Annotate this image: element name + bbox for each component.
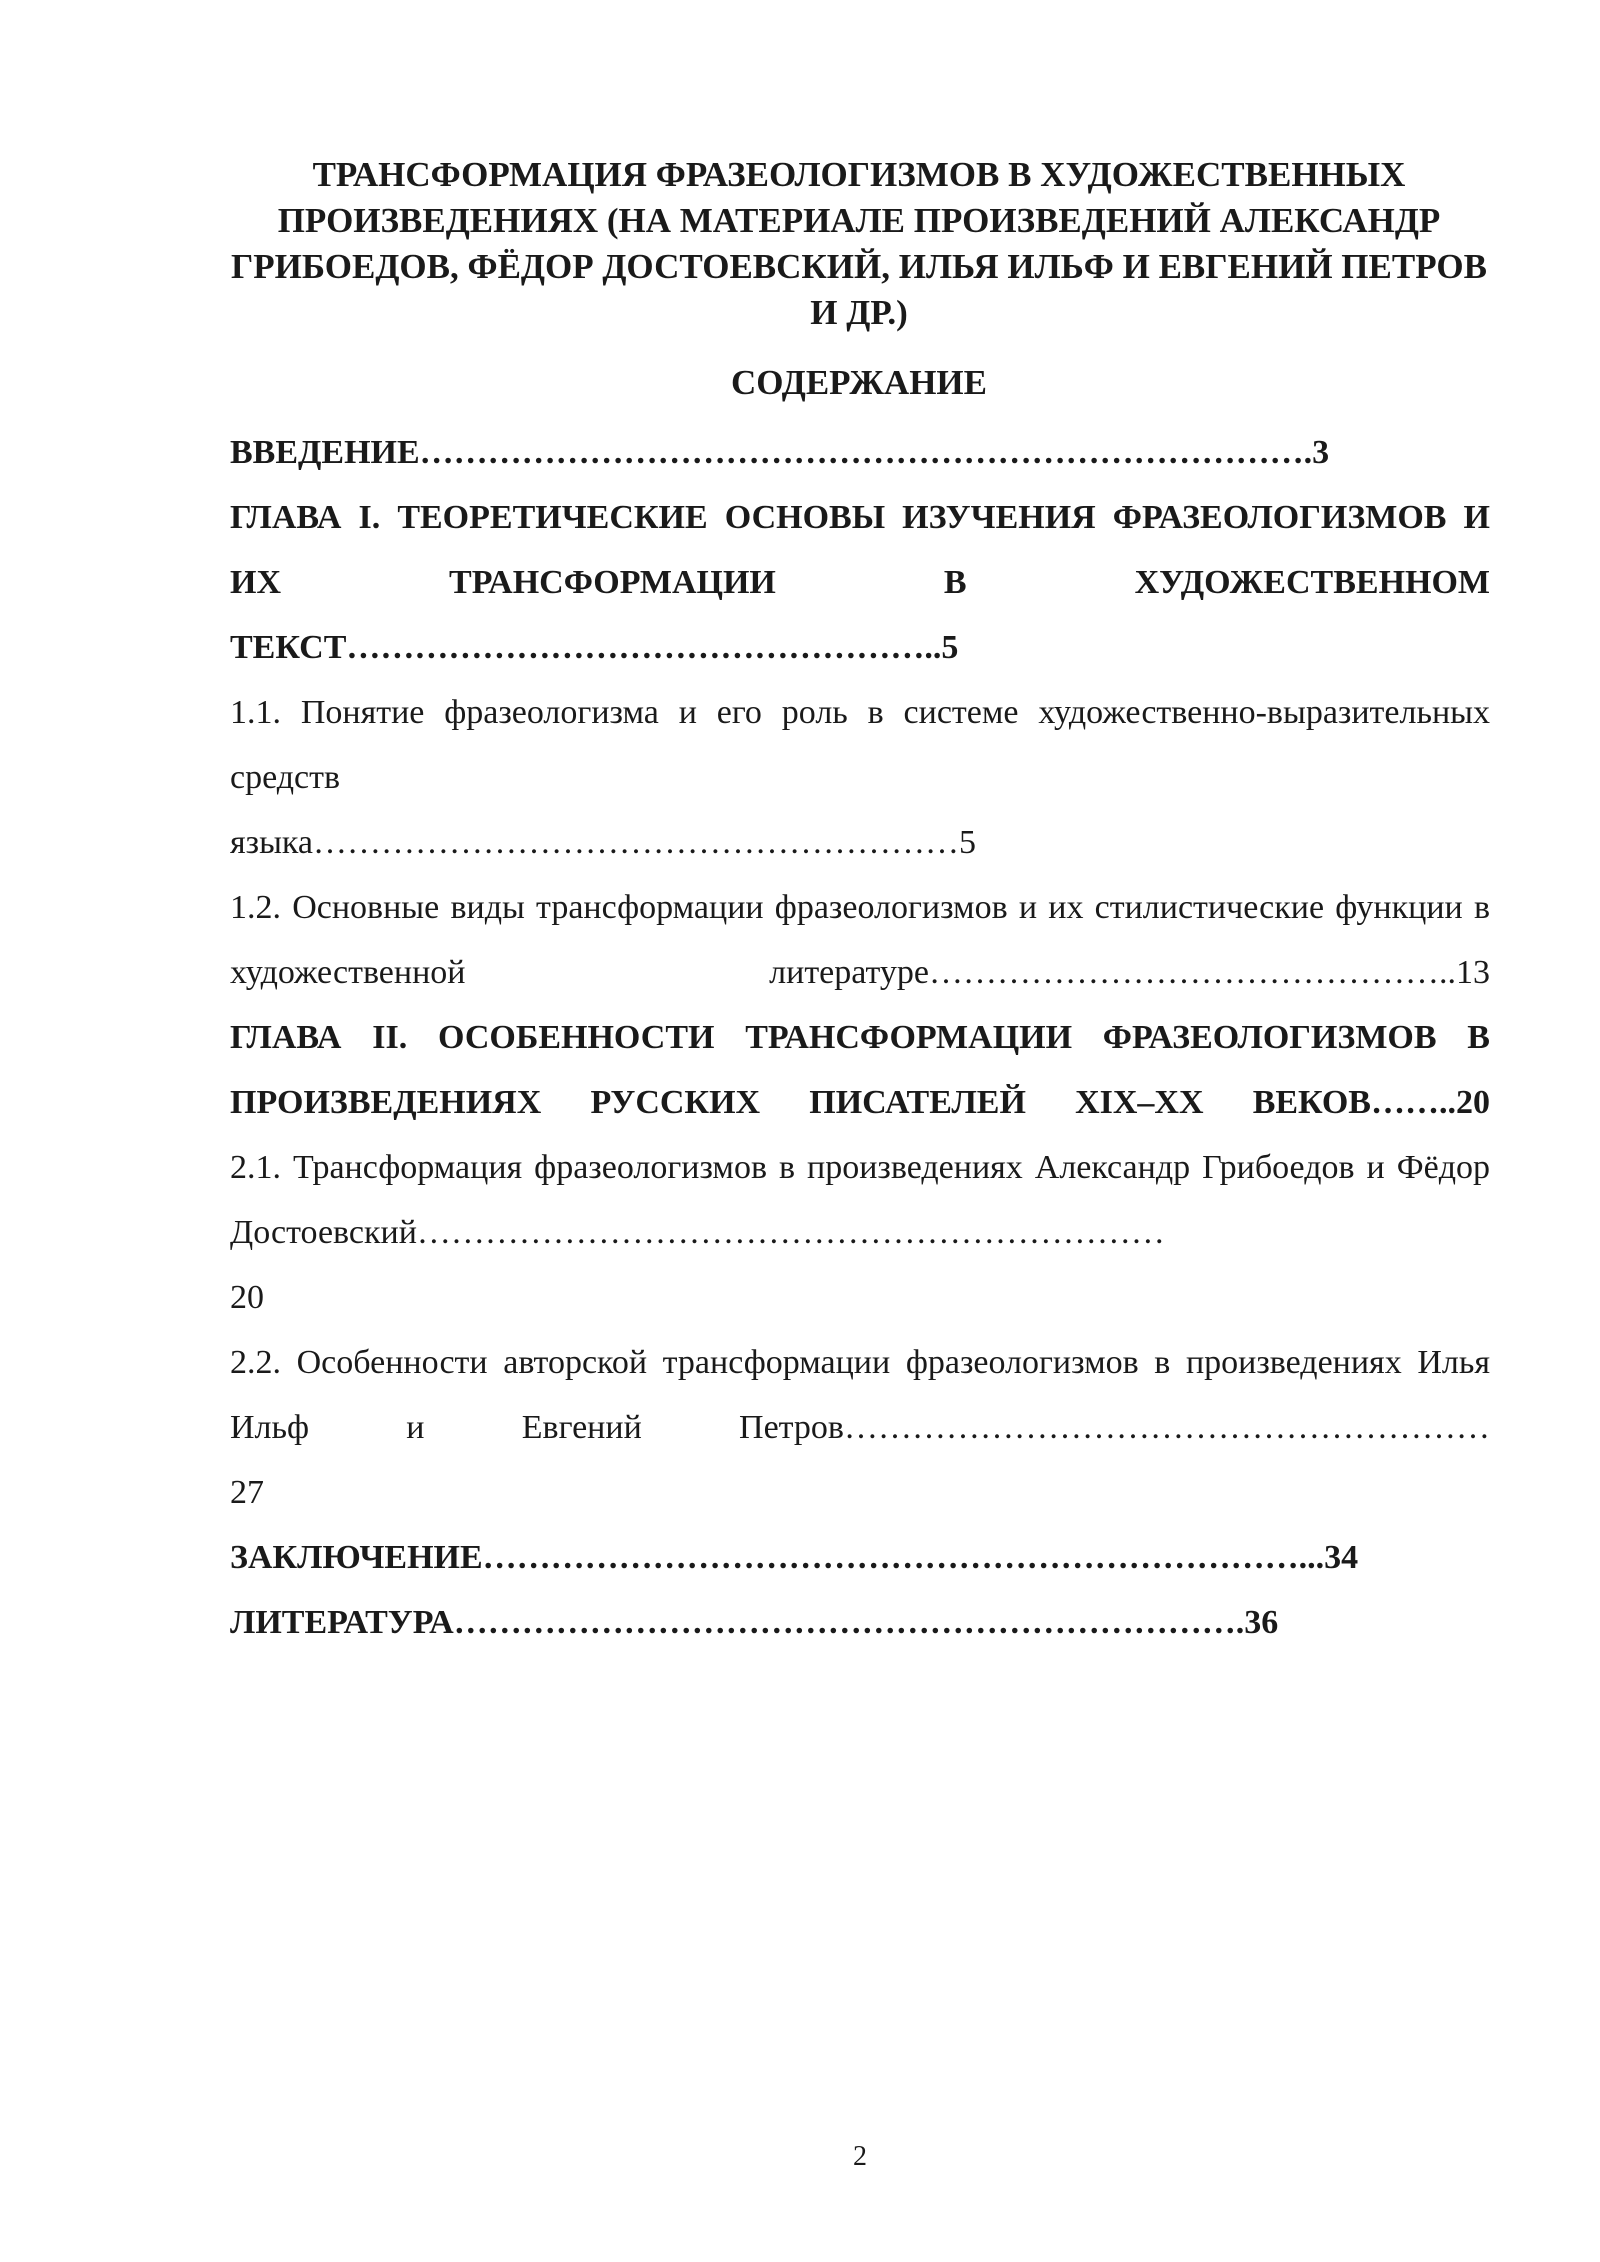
document-title: ТРАНСФОРМАЦИЯ ФРАЗЕОЛОГИЗМОВ В ХУДОЖЕСТВЕННЫХ ПРОИЗВЕДЕНИЯХ (НА МАТЕРИАЛЕ ПРОИЗВЕДЕНИЙ АЛЕКСАНДР ГРИБОЕДОВ, ФЁДОР ДОСТОЕВСКИЙ, ИЛЬЯ ИЛЬФ И ЕВГЕНИЙ ПЕТРОВ И ДР.) [231,155,1487,332]
toc-entry-section-1-2: 1.2. Основные виды трансформации фразеологизмов и их стилистические функции в художественной литературе………………………………………..13 [230,889,1490,991]
toc-entry-intro: ВВЕДЕНИЕ…………………………………………………………………….3 [230,434,1330,471]
table-of-contents [230,420,1490,1655]
toc-entry-section-2-2-page: 27 [230,1474,264,1511]
toc-entry-section-2-2: 2.2. Особенности авторской трансформации фразеологизмов в произведениях Илья Ильф и Евгений Петров………………………………………………… [230,1344,1490,1446]
toc-entry-chapter-2: ГЛАВА II. ОСОБЕННОСТИ ТРАНСФОРМАЦИИ ФРАЗЕОЛОГИЗМОВ В ПРОИЗВЕДЕНИЯХ РУССКИХ ПИСАТЕЛЕЙ XIX–XX ВЕКОВ……..20 [230,1019,1490,1121]
toc-entry-section-2-1: 2.1. Трансформация фразеологизмов в произведениях Александр Грибоедов и Фёдор Достоевский………………………………………………………… [230,1149,1490,1251]
toc-entry-section-1-1: 1.1. Понятие фразеологизма и его роль в системе художественно-выразительных средств [230,694,1490,796]
toc-entry-section-2-1-page: 20 [230,1279,264,1316]
toc-entry-conclusion: ЗАКЛЮЧЕНИЕ………………………………………………………………...34 [230,1539,1359,1576]
toc-entry-chapter-1: ГЛАВА I. ТЕОРЕТИЧЕСКИЕ ОСНОВЫ ИЗУЧЕНИЯ ФРАЗЕОЛОГИЗМОВ И ИХ ТРАНСФОРМАЦИИ В ХУДОЖЕСТВЕННОМ ТЕКСТ……………………………………………..5 [230,499,1490,666]
contents-heading: СОДЕРЖАНИЕ [730,363,987,402]
toc-entry-literature: ЛИТЕРАТУРА…………………………………………………………….36 [230,1604,1279,1641]
page-number: 2 [853,2141,867,2172]
toc-entry-section-1-1-tail: языка…………………………………………………5 [230,824,977,861]
